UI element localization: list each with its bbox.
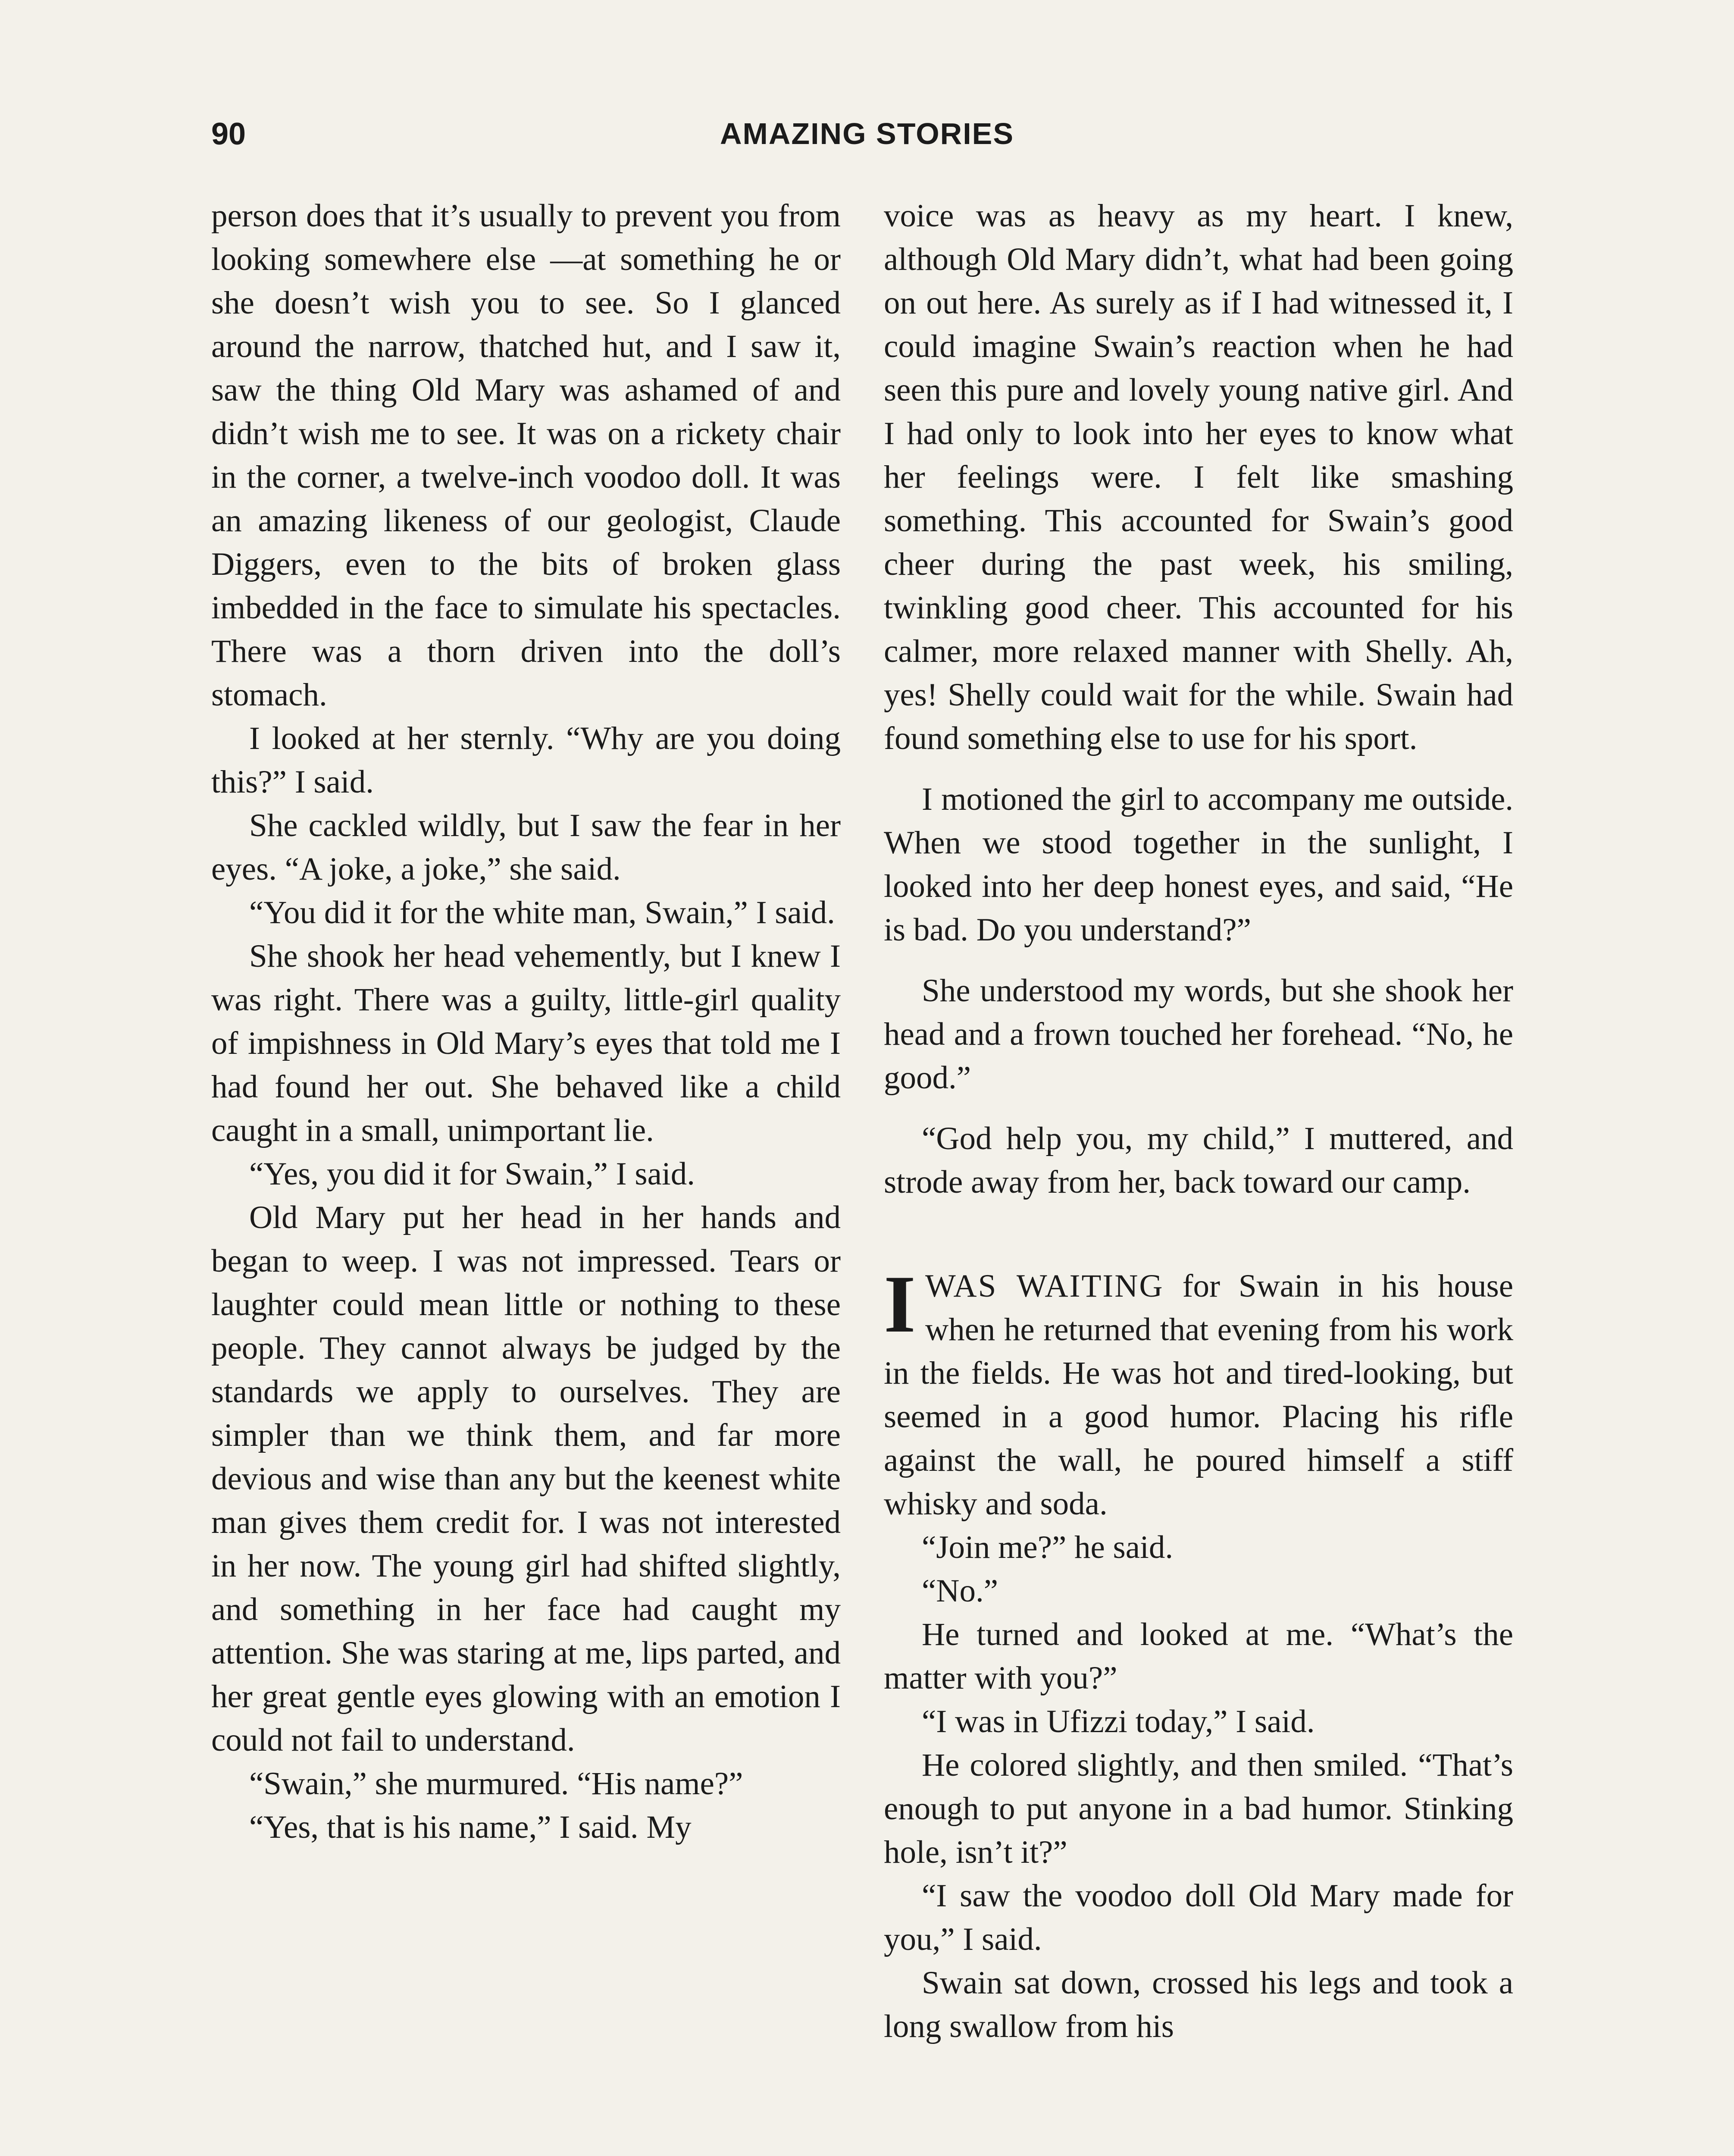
paragraph: “Yes, you did it for Swain,” I said. xyxy=(249,1156,695,1192)
section-break xyxy=(884,1259,1513,1526)
paragraph: “I saw the voodoo doll Old Mary made for you,” I said. xyxy=(884,1878,1513,1957)
lead-in: WAS WAITING xyxy=(925,1268,1164,1304)
paragraph: He colored slightly, and then smiled. “That’s enough to put anyone in a bad humor. Stinking hole, isn’t it?” xyxy=(884,1747,1513,1870)
paragraph: “You did it for the white man, Swain,” I said. xyxy=(249,895,835,931)
page-number: 90 xyxy=(211,117,246,151)
paragraph: She cackled wildly, but I saw the fear in her eyes. “A joke, a joke,” she said. xyxy=(211,808,841,887)
drop-cap: I xyxy=(884,1259,916,1350)
paragraph: She understood my words, but she shook her head and a frown touched her forehead. “No, he good.” xyxy=(884,973,1513,1096)
paragraph: voice was as heavy as my heart. I knew, although Old Mary didn’t, what had been going on out here. As surely as if I had witnessed it, I could imagine Swain’s reaction when he had seen this pure and lovely young native girl. And I had only to look into her eyes to know what her feelings were. I felt like smashing something. This accounted for Swain’s good cheer during the past week, his smiling, twinkling good cheer. This accounted for his calmer, more relaxed manner with Shelly. Ah, yes! Shelly could wait for the while. Swain had found something else to use for his sport. xyxy=(884,198,1513,756)
paragraph-text: for Swain in his house when he returned that evening from his work in the fields. He was hot and tired-looking, but seemed in a good humor. Placing his rifle against the wall, he poured himself a stiff whisky and soda. xyxy=(884,1268,1513,1522)
page-header xyxy=(211,116,1523,168)
paragraph: “Swain,” she murmured. “His name?” xyxy=(249,1766,743,1802)
paragraph: “I was in Ufizzi today,” I said. xyxy=(922,1704,1315,1739)
paragraph: “God help you, my child,” I muttered, and strode away from her, back toward our camp. xyxy=(884,1121,1513,1200)
paragraph: “Join me?” he said. xyxy=(922,1529,1174,1565)
paragraph: Swain sat down, crossed his legs and took a long swallow from his xyxy=(884,1965,1513,2044)
section-opening-paragraph xyxy=(884,1259,1513,1526)
running-head: AMAZING STORIES xyxy=(720,117,1014,150)
paragraph: “No.” xyxy=(922,1573,998,1609)
paragraph: person does that it’s usually to prevent you from looking somewhere else —at something he or she doesn’t wish you to see. So I glanced around the narrow, thatched hut, and I saw it, saw the thing Old Mary was ashamed of and didn’t wish me to see. It was on a rickety chair in the corner, a twelve-inch voodoo doll. It was an amazing likeness of our geologist, Claude Diggers, even to the bits of broken glass imbedded in the face to simulate his spectacles. There was a thorn driven into the doll’s stomach. xyxy=(211,198,841,713)
paragraph: Old Mary put her head in her hands and began to weep. I was not impressed. Tears or laughter could mean little or nothing to these people. They cannot always be judged by the standards we apply to ourselves. They are simpler than we think them, and far more devious and wise than any but the keenest white man gives them credit for. I was not interested in her now. The young girl had shifted slightly, and something in her face had caught my attention. She was staring at me, lips parted, and her great gentle eyes glowing with an emotion I could not fail to understand. xyxy=(211,1200,841,1758)
paragraph: I looked at her sternly. “Why are you doing this?” I said. xyxy=(211,721,841,800)
right-column xyxy=(884,194,1513,2048)
paragraph: “Yes, that is his name,” I said. My xyxy=(249,1809,692,1845)
paragraph: He turned and looked at me. “What’s the matter with you?” xyxy=(884,1617,1513,1696)
paragraph: She shook her head vehemently, but I knew I was right. There was a guilty, little-girl quality of impishness in Old Mary’s eyes that told me I had found her out. She behaved like a child caught in a small, unimportant lie. xyxy=(211,938,841,1148)
left-column xyxy=(211,194,841,1849)
paragraph: I motioned the girl to accompany me outside. When we stood together in the sunlight, I looked into her deep honest eyes, and said, “He is bad. Do you understand?” xyxy=(884,781,1513,948)
